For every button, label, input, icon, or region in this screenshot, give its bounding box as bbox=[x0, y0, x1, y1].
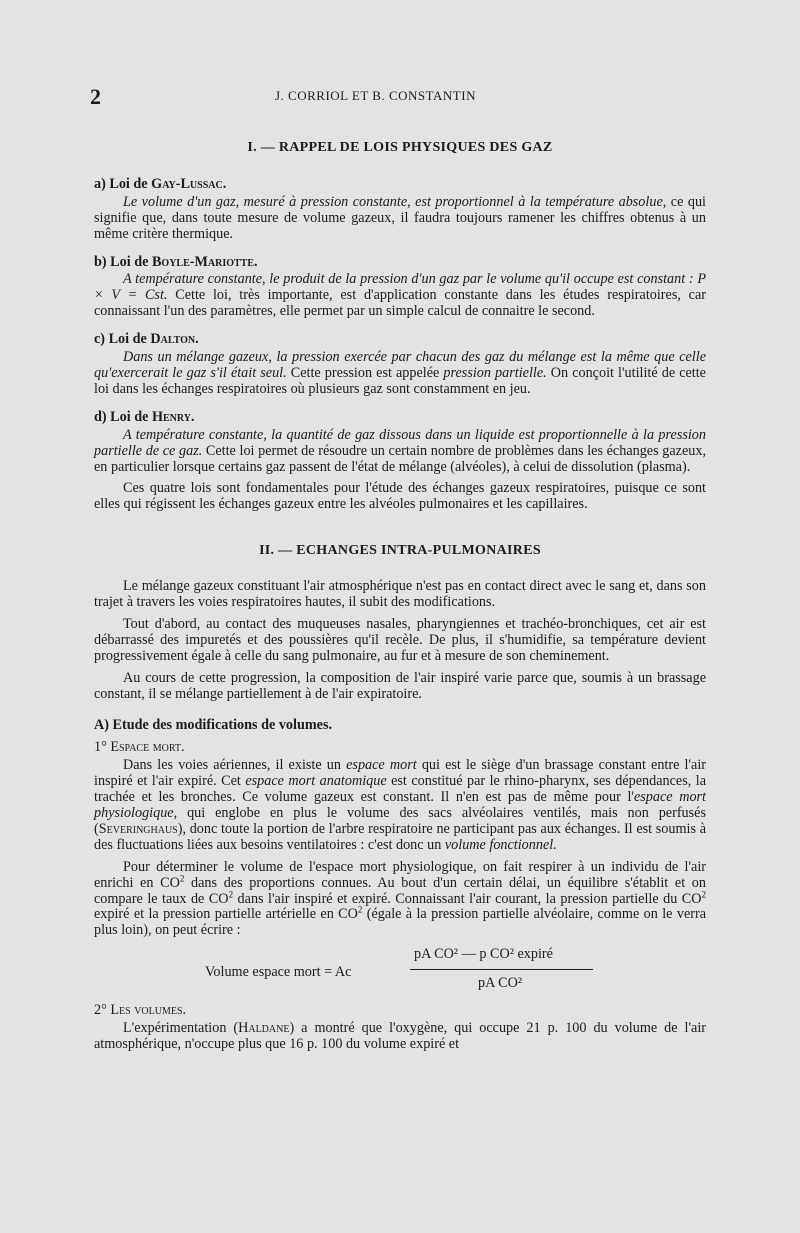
paragraph-progression: Au cours de cette progression, la composition de l'air inspiré varie parce que, soumis à un brassage constant, il se mélange partiellement à de l'air expiratoire. bbox=[94, 669, 706, 702]
paragraph-mucous-contact: Tout d'abord, au contact des muqueuses nasales, pharyngiennes et trachéo-bronchiques, cet air est débarrassé des impuretés et des poussières qu'il recèle. De plus, il s'humidifie, sa température devient progressivement égale à celle du sang pulmonaire, au fur et à mesure de son cheminement. bbox=[94, 615, 706, 664]
formula-label: Volume espace mort = Ac bbox=[205, 964, 352, 981]
running-title: J. CORRIOL ET B. CONSTANTIN bbox=[275, 88, 476, 103]
fraction-bar bbox=[410, 969, 593, 970]
paragraph-dead-space: Dans les voies aériennes, il existe un espace mort qui est le siège d'un brassage constant entre l'air inspiré et l'air expiré. Cet espace mort anatomique est constitué par le rhino-pharynx, ses dépendances, la trachée et les bronches. Ce volume gazeux est constant. Il n'en est pas de même pour l'espace mort physiologique, qui englobe en plus le volume des sacs alvéolaires ventilés, mais non perfusés (Severinghaus), donc toute la portion de l'arbre respiratoire ne participant pas aux échanges. Il est soumis à des fluctuations liées aux besoins ventilatoires : c'est donc un volume fonctionnel. bbox=[94, 757, 706, 853]
item-1-heading: 1° Espace mort. bbox=[94, 739, 185, 756]
law-heading-gay-lussac: a) Loi de Gay-Lussac. bbox=[94, 175, 227, 192]
law-text-gay-lussac: Le volume d'un gaz, mesuré à pression constante, est proportionnel à la température absolue, ce qui signifie que, dans toute mesure de volume gazeux, il faudra toujours ramener les chiffres obtenus à un même critère thermique. bbox=[94, 193, 706, 242]
law-heading-henry: d) Loi de Henry. bbox=[94, 408, 195, 425]
page-body bbox=[94, 140, 706, 1059]
paragraph-air-mixture: Le mélange gazeux constituant l'air atmosphérique n'est pas en contact direct avec le sang et, dans son trajet à travers les voies respiratoires hautes, il subit des modifications. bbox=[94, 578, 706, 611]
page-header bbox=[90, 86, 710, 110]
subsection-a-heading: A) Etude des modifications de volumes. bbox=[94, 717, 333, 734]
page-number: 2 bbox=[90, 84, 101, 109]
formula-numerator: pA CO² — p CO² expiré bbox=[414, 946, 553, 963]
section1-closing-paragraph: Ces quatre lois sont fondamentales pour l'étude des échanges gazeux respiratoires, puisque ce sont elles qui régissent les échanges gazeux entre les alvéoles pulmonaires et les capillaires. bbox=[94, 480, 706, 513]
law-heading-boyle-mariotte: b) Loi de Boyle-Mariotte. bbox=[94, 253, 258, 270]
formula-denominator: pA CO² bbox=[478, 975, 523, 992]
paragraph-volumes: L'expérimentation (Haldane) a montré que l'oxygène, qui occupe 21 p. 100 du volume de l'air atmosphérique, n'occupe plus que 16 p. 100 du volume expiré et bbox=[94, 1020, 706, 1053]
paragraph-dead-space-measure: Pour déterminer le volume de l'espace mort physiologique, on fait respirer à un individu de l'air enrichi en $CO^2$ dans des proportions connues. Au bout d'un certain délai, un équilibre s'établit et on compare le taux de $CO^2$ dans l'air inspiré et expiré. Connaissant l'air courant, la pression partielle du $CO^2$ expiré et la pression partielle artérielle en $CO^2$ (égale à la pression partielle alvéolaire, comme on le verra plus loin), on peut écrire : bbox=[94, 858, 707, 939]
item-2-heading: 2° Les volumes. bbox=[94, 1002, 187, 1019]
law-text-henry: A température constante, la quantité de gaz dissous dans un liquide est proportionnelle à la pression partielle de ce gaz. Cette loi permet de résoudre un certain nombre de problèmes dans les échanges gazeux, en particulier lorsque certains gaz passent de l'état de mélange (alvéoles), à celui de dissolution (plasma). bbox=[94, 426, 706, 475]
law-heading-dalton: c) Loi de Dalton. bbox=[94, 331, 199, 348]
section-title-1: I. — RAPPEL DE LOIS PHYSIQUES DES GAZ bbox=[247, 140, 553, 155]
section-title-2: II. — ECHANGES INTRA-PULMONAIRES bbox=[259, 543, 541, 559]
law-text-dalton: Dans un mélange gazeux, la pression exercée par chacun des gaz du mélange est la même que celle qu'exercerait le gaz s'il était seul. Cette pression est appelée pression partielle. On conçoit l'utilité de cette loi dans les échanges respiratoires où plusieurs gaz sont constamment en jeu. bbox=[94, 349, 706, 397]
law-text-boyle-mariotte: A température constante, le produit de la pression d'un gaz par le volume qu'il occupe est constant : P × V = Cst. Cette loi, très importante, est d'application constante dans les études respiratoires, car connaissant l'un des paramètres, elle permet par un simple calcul de connaitre le second. bbox=[94, 271, 706, 320]
dead-space-formula bbox=[94, 945, 706, 997]
